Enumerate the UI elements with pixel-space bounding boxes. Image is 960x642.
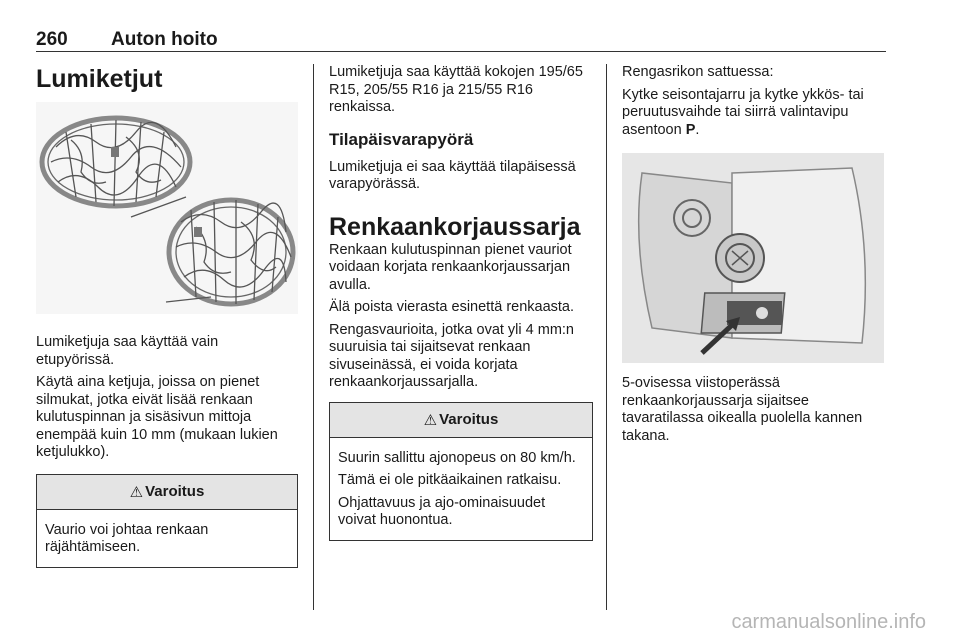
warning-triangle-icon: ⚠ bbox=[423, 411, 438, 429]
parking-brake-period: . bbox=[695, 121, 700, 138]
handling-text: Ohjattavuus ja ajo-ominaisuudet voivat huonontua. bbox=[338, 494, 546, 528]
column-3 bbox=[622, 64, 888, 445]
warning-body-1 bbox=[37, 510, 297, 567]
page-header bbox=[36, 29, 886, 51]
spare-no-chains-text: Lumiketjuja ei saa käyttää tilapäisessä varapyörässä. bbox=[329, 158, 576, 192]
repair-kit-location-illustration bbox=[622, 153, 884, 363]
max-speed-text: Suurin sallittu ajonopeus on 80 km/h. bbox=[338, 449, 576, 466]
section-heading-snow-chains: Lumiketjut bbox=[36, 65, 163, 93]
warning-box-1 bbox=[36, 474, 298, 568]
parking-brake-text: Kytke seisontajarru ja kytke ykkös- tai peruutusvaihde tai siirrä valintavipu asentoon bbox=[622, 86, 864, 138]
column-1 bbox=[36, 64, 298, 568]
chains-link-size-text: Käytä aina ketjuja, joissa on pienet silmukat, jotka eivät lisää renkaan kulutuspinnan ja sisäsivun mittoja enempää kuin 10 mm (mukaan lukien ketjulukko). bbox=[36, 374, 278, 460]
warning-header-2 bbox=[330, 403, 592, 438]
parking-brake-instruction bbox=[622, 87, 888, 140]
warning-header-1 bbox=[37, 475, 297, 510]
warning-body-2 bbox=[330, 438, 592, 540]
do-not-remove-object-text: Älä poista vierasta esinettä renkaasta. bbox=[329, 299, 575, 315]
section-heading-repair-kit: Renkaankorjaussarja bbox=[329, 212, 581, 241]
page-number: 260 bbox=[36, 29, 68, 50]
column-divider-2 bbox=[606, 64, 607, 610]
warning-text-1: Vaurio voi johtaa renkaan räjähtämiseen. bbox=[45, 521, 209, 555]
header-rule bbox=[36, 51, 886, 52]
column-divider-1 bbox=[313, 64, 314, 610]
chains-front-only-text: Lumiketjuja saa käyttää vain etupyörissä. bbox=[36, 334, 219, 368]
chain-sizes-text: Lumiketjuja saa käyttää kokojen 195/65 R15, 205/55 R16 ja 215/55 R16 renkaissa. bbox=[329, 64, 583, 115]
watermark: carmanualsonline.info bbox=[731, 611, 926, 633]
subheading-temporary-spare: Tilapäisvarapyörä bbox=[329, 129, 474, 149]
warning-title-2: Varoitus bbox=[439, 411, 499, 428]
repair-kit-location-text: 5-ovisessa viistoperässä renkaankorjaussarja sijaitsee tavaratilassa oikealla puolella kannen takana. bbox=[622, 375, 863, 444]
chapter-title: Auton hoito bbox=[111, 29, 218, 50]
snow-chains-illustration bbox=[36, 102, 298, 314]
column-2 bbox=[329, 64, 593, 541]
warning-triangle-icon: ⚠ bbox=[129, 483, 144, 501]
gear-p-label: P bbox=[685, 121, 696, 138]
not-permanent-text: Tämä ei ole pitkäaikainen ratkaisu. bbox=[338, 472, 562, 488]
warning-title-1: Varoitus bbox=[145, 483, 205, 500]
trunk-compartment-drawing bbox=[622, 153, 884, 363]
damage-limit-text: Rengasvaurioita, jotka ovat yli 4 mm:n suuruisia tai sijaitsevat renkaan sivuseinässä, ei voida korjata renkaankorjaussarjalla. bbox=[329, 321, 574, 390]
flat-tire-intro-text: Rengasrikon sattuessa: bbox=[622, 64, 774, 80]
snow-chains-drawing bbox=[36, 102, 298, 314]
warning-box-2 bbox=[329, 402, 593, 541]
repair-kit-intro-text: Renkaan kulutuspinnan pienet vauriot voidaan korjata renkaankorjaussarjan avulla. bbox=[329, 241, 572, 293]
